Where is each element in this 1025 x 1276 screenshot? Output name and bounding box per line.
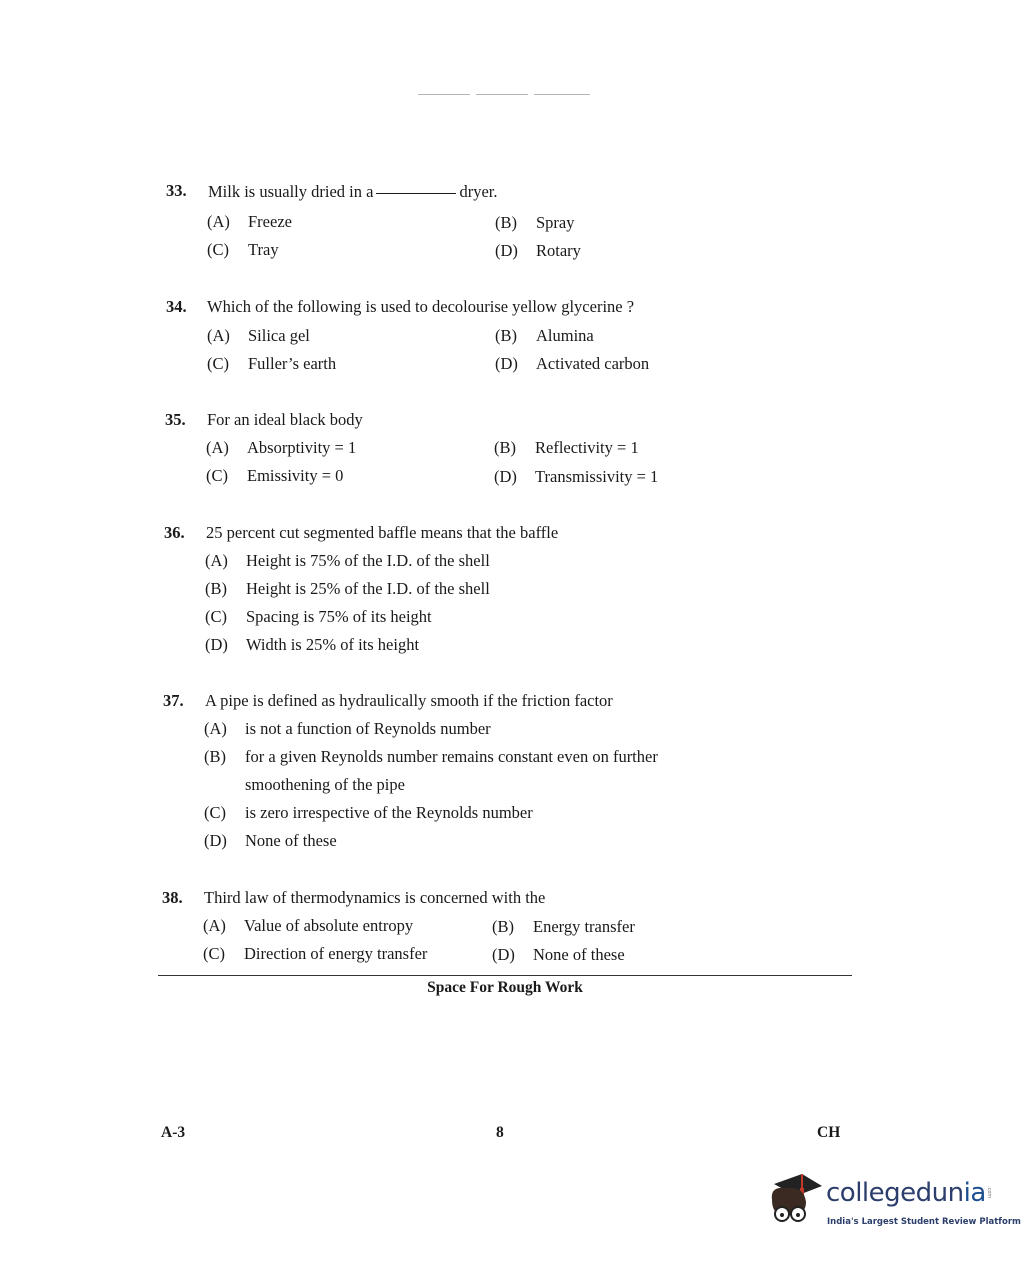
option-d: (D) Activated carbon — [495, 354, 650, 373]
logo-wordmark: collegedunia — [826, 1178, 986, 1208]
top-dash-line — [534, 94, 590, 95]
option-c: (C) Spacing is 75% of its height — [205, 607, 432, 626]
option-b: (B) Energy transfer — [492, 917, 635, 936]
question-text: 25 percent cut segmented baffle means that the baffle — [206, 523, 559, 542]
mascot-icon — [766, 1170, 826, 1234]
option-a: (A) is not a function of Reynolds number — [204, 719, 491, 738]
question-number: 38. — [162, 888, 183, 907]
question-text: For an ideal black body — [207, 410, 363, 429]
option-b: (B) Reflectivity = 1 — [494, 438, 639, 457]
rough-work-heading: Space For Rough Work — [427, 979, 583, 996]
option-d: (D) None of these — [204, 831, 337, 850]
footer-code: A-3 — [161, 1124, 186, 1141]
option-c: (C) Emissivity = 0 — [206, 466, 344, 485]
page-number: 8 — [496, 1124, 504, 1141]
option-d: (D) None of these — [492, 945, 625, 964]
question-number: 36. — [164, 523, 185, 542]
option-a: (A) Value of absolute entropy — [203, 916, 414, 935]
option-b: (B) Height is 25% of the I.D. of the shell — [205, 579, 490, 598]
answer-blank — [376, 193, 456, 194]
option-d: (D) Transmissivity = 1 — [494, 467, 659, 486]
option-d: (D) Rotary — [495, 241, 581, 260]
footer-subject: CH — [817, 1124, 841, 1141]
logo-tagline: India's Largest Student Review Platform — [827, 1217, 1021, 1227]
collegedunia-logo — [766, 1170, 1021, 1240]
question-number: 33. — [166, 181, 187, 200]
option-b: (B) Spray — [495, 213, 575, 232]
question-text: Milk is usually dried in a dryer. — [208, 182, 498, 201]
option-b: (B) for a given Reynolds number remains constant even on further — [204, 747, 658, 766]
option-a: (A) Silica gel — [207, 326, 310, 345]
option-b-continuation: smoothening of the pipe — [245, 775, 405, 794]
question-text: A pipe is defined as hydraulically smooth if the friction factor — [205, 691, 613, 710]
option-c: (C) is zero irrespective of the Reynolds number — [204, 803, 533, 822]
option-c: (C) Fuller’s earth — [207, 354, 337, 373]
divider — [158, 975, 852, 976]
logo-domain: .com — [986, 1186, 992, 1199]
option-c: (C) Direction of energy transfer — [203, 944, 428, 963]
option-a: (A) Height is 75% of the I.D. of the shell — [205, 551, 490, 570]
option-a: (A) Freeze — [207, 212, 292, 231]
question-text: Third law of thermodynamics is concerned with the — [204, 888, 546, 907]
top-dash-line — [418, 94, 470, 95]
option-a: (A) Absorptivity = 1 — [206, 438, 357, 457]
option-d: (D) Width is 25% of its height — [205, 635, 420, 654]
question-number: 35. — [165, 410, 186, 429]
question-number: 37. — [163, 691, 184, 710]
option-c: (C) Tray — [207, 240, 279, 259]
top-dash-line — [476, 94, 528, 95]
question-number: 34. — [166, 297, 187, 316]
option-b: (B) Alumina — [495, 326, 594, 345]
question-text: Which of the following is used to decolourise yellow glycerine ? — [207, 297, 635, 316]
